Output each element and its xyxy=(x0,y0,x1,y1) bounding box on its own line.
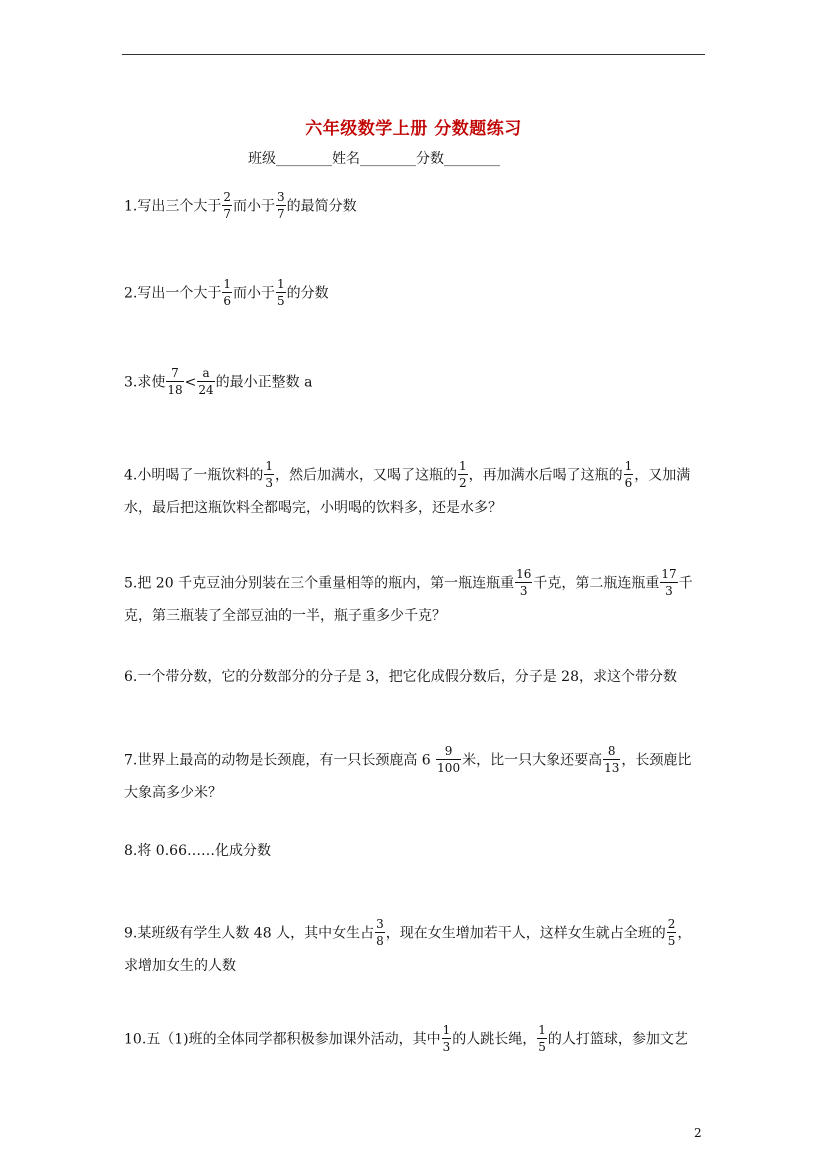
fraction-numerator: 1 xyxy=(277,277,285,291)
fraction-denominator: 3 xyxy=(665,584,673,598)
fraction-denominator: 5 xyxy=(667,934,676,948)
question-text: ，然后加满水，又喝了这瓶的 xyxy=(275,467,457,484)
fraction-numerator: 9 xyxy=(436,745,461,760)
question-2 xyxy=(124,277,708,308)
fraction xyxy=(166,367,183,396)
fraction-numerator: 1 xyxy=(265,459,273,473)
question-text: 水，最后把这瓶饮料全都喝完，小明喝的饮料多，还是水多？ xyxy=(124,500,502,516)
question-text: 的人打篮球，参加文艺 xyxy=(547,1031,688,1048)
question-line xyxy=(124,841,708,861)
question-text: 而小于 xyxy=(233,198,275,215)
question-4 xyxy=(124,461,708,518)
question-line xyxy=(124,277,708,308)
question-6 xyxy=(124,667,708,687)
fraction-denominator: 18 xyxy=(167,383,183,397)
fraction xyxy=(222,191,232,220)
fraction-numerator: a xyxy=(197,367,214,382)
fraction-numerator: 1 xyxy=(223,277,231,291)
question-text: 求增加女生的人数 xyxy=(124,958,236,974)
fraction xyxy=(667,918,677,947)
question-line xyxy=(124,667,708,687)
question-text: 3.求使 xyxy=(124,374,166,391)
header-rule xyxy=(122,54,705,55)
question-3 xyxy=(124,366,708,397)
fraction-numerator: 2 xyxy=(223,190,231,204)
fraction-denominator: 7 xyxy=(223,207,231,221)
fraction-numerator: 2 xyxy=(667,917,676,931)
fraction xyxy=(264,460,274,489)
fraction-denominator: 5 xyxy=(538,1040,546,1054)
fraction xyxy=(442,1024,452,1053)
page-title: 六年级数学上册 分数题练习 xyxy=(305,119,522,139)
fraction-numerator: 7 xyxy=(166,367,183,382)
fraction-numerator: 1 xyxy=(459,459,467,473)
question-text: 的最简分数 xyxy=(286,198,357,215)
fraction-numerator: 3 xyxy=(277,190,285,204)
fraction xyxy=(197,367,214,396)
question-line xyxy=(124,1023,708,1054)
question-text: ，长颈鹿比 xyxy=(621,752,692,769)
question-line xyxy=(124,459,708,490)
fraction xyxy=(603,745,620,774)
question-text: 6.一个带分数，它的分数部分的分子是 3，把它化成假分数后，分子是 28，求这个带分数 xyxy=(124,669,677,685)
question-text: 5.把 20 千克豆油分别装在三个重量相等的瓶内，第一瓶连瓶重 xyxy=(124,575,515,592)
fraction-numerator: 1 xyxy=(442,1023,451,1037)
question-text: 8.将 0.66……化成分数 xyxy=(124,843,271,859)
question-line xyxy=(124,498,708,518)
fraction-denominator: 6 xyxy=(624,476,633,490)
fraction xyxy=(276,278,286,307)
fraction xyxy=(660,568,677,597)
fraction xyxy=(436,745,461,774)
question-text: ， xyxy=(677,925,692,942)
question-text: 大象高多少米？ xyxy=(124,785,222,801)
question-1 xyxy=(124,190,708,221)
student-info-line: 班级________姓名________分数________ xyxy=(248,151,500,167)
question-text: ，再加满水后喝了这瓶的 xyxy=(468,467,623,484)
question-text: 7.世界上最高的动物是长颈鹿，有一只长颈鹿高 6 xyxy=(124,752,436,769)
question-text: 9.某班级有学生人数 48 人，其中女生占 xyxy=(124,925,375,942)
fraction-denominator: 24 xyxy=(198,383,214,397)
fraction-denominator: 5 xyxy=(277,294,285,308)
fraction-numerator: 17 xyxy=(661,567,677,581)
fraction-numerator: 1 xyxy=(538,1023,546,1037)
question-line xyxy=(124,783,708,803)
question-text: 千克，第二瓶连瓶重 xyxy=(533,575,660,592)
fraction-numerator: 3 xyxy=(376,917,384,931)
page-number: 2 xyxy=(694,1126,702,1140)
fraction-denominator: 6 xyxy=(223,294,231,308)
question-5 xyxy=(124,569,708,626)
question-line xyxy=(124,567,708,598)
question-text: 的分数 xyxy=(286,285,329,302)
fraction xyxy=(222,278,232,307)
fraction-numerator: 1 xyxy=(624,459,633,473)
question-line xyxy=(124,606,708,626)
fraction-denominator: 3 xyxy=(265,476,273,490)
question-line xyxy=(124,917,708,948)
question-line xyxy=(124,190,708,221)
question-text: 米，比一只大象还要高 xyxy=(462,752,603,769)
question-text: 4.小明喝了一瓶饮料的 xyxy=(124,467,264,484)
fraction-numerator: 16 xyxy=(516,567,532,581)
question-text: 的最小正整数 a xyxy=(215,374,313,391)
question-text: 而小于 xyxy=(233,285,275,302)
fraction xyxy=(515,568,532,597)
question-text: 的人跳长绳， xyxy=(452,1031,537,1048)
question-text: ，又加满 xyxy=(634,467,691,484)
question-text: < xyxy=(184,374,197,391)
fraction-denominator: 100 xyxy=(437,761,461,775)
question-text: 千 xyxy=(678,575,693,592)
question-text: 2.写出一个大于 xyxy=(124,285,222,302)
question-8 xyxy=(124,841,708,861)
fraction xyxy=(624,460,634,489)
question-9 xyxy=(124,919,708,976)
question-text: 10.五（1)班的全体同学都积极参加课外活动，其中 xyxy=(124,1031,441,1048)
fraction xyxy=(375,918,385,947)
fraction-denominator: 8 xyxy=(376,934,384,948)
question-line xyxy=(124,366,708,397)
question-text: 克，第三瓶装了全部豆油的一半，瓶子重多少千克？ xyxy=(124,608,446,624)
question-text: ，现在女生增加若干人，这样女生就占全班的 xyxy=(385,925,666,942)
fraction-denominator: 7 xyxy=(277,207,285,221)
question-line xyxy=(124,956,708,976)
question-text: 1.写出三个大于 xyxy=(124,198,222,215)
fraction-denominator: 2 xyxy=(459,476,467,490)
fraction-denominator: 13 xyxy=(604,761,620,775)
fraction xyxy=(276,191,286,220)
fraction xyxy=(458,460,468,489)
fraction-denominator: 3 xyxy=(519,584,528,598)
question-7 xyxy=(124,746,708,803)
fraction-numerator: 8 xyxy=(603,745,620,760)
fraction-denominator: 3 xyxy=(442,1040,451,1054)
question-line xyxy=(124,744,708,775)
fraction xyxy=(537,1024,547,1053)
question-10 xyxy=(124,1023,708,1054)
